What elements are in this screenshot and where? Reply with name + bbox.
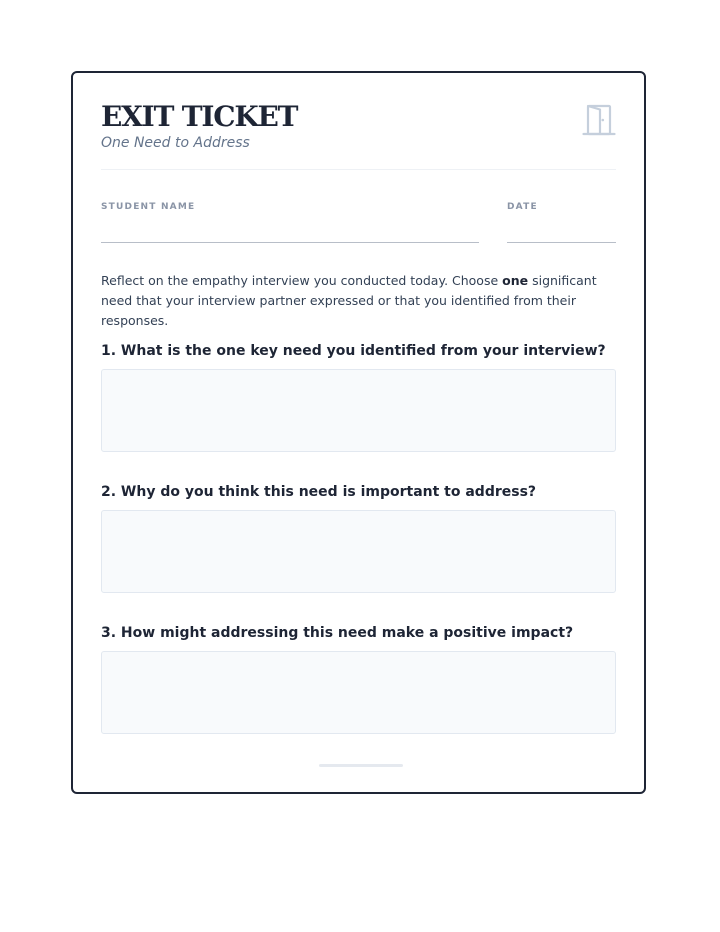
date-label: DATE [507, 202, 538, 212]
question-2-answer-box[interactable] [101, 510, 616, 593]
page-title: EXIT TICKET [101, 100, 298, 133]
instructions-emphasis: one [502, 273, 529, 288]
instructions-text [101, 271, 616, 331]
question-2-label: 2. Why do you think this need is important to address? [101, 484, 537, 500]
header-divider [101, 169, 616, 170]
student-name-field[interactable] [101, 242, 479, 243]
card-content [101, 73, 616, 792]
instructions-part-2: significant need that your interview partner expressed or that you identified from their responses. [101, 273, 597, 328]
exit-ticket-card [71, 71, 646, 794]
instructions-part-1: Reflect on the empathy interview you conducted today. Choose [101, 273, 503, 288]
student-name-label: STUDENT NAME [101, 202, 196, 212]
question-1-answer-box[interactable] [101, 369, 616, 452]
question-3-label: 3. How might addressing this need make a positive impact? [101, 625, 574, 641]
door-icon [582, 103, 616, 137]
footer-divider [319, 764, 403, 767]
page-subtitle: One Need to Address [101, 135, 250, 151]
question-1-label: 1. What is the one key need you identified from your interview? [101, 343, 606, 359]
question-3-answer-box[interactable] [101, 651, 616, 734]
date-field[interactable] [507, 242, 616, 243]
